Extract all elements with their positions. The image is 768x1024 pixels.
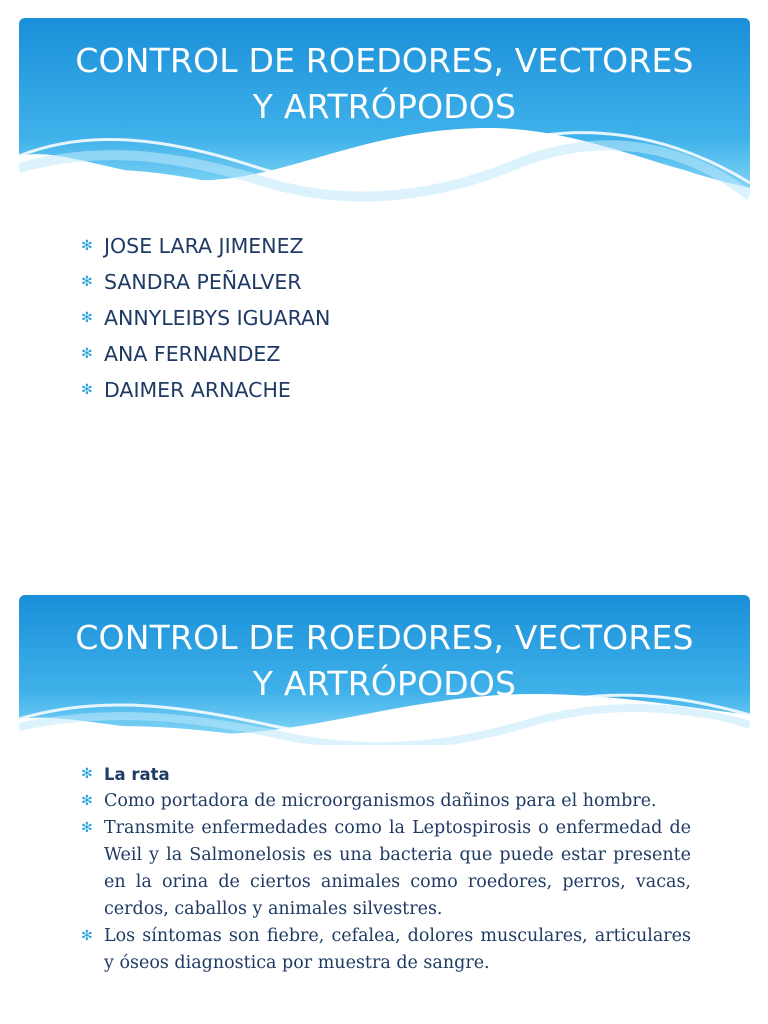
slide-1-title bbox=[19, 38, 750, 130]
list-item-text: ANA FERNANDEZ bbox=[104, 342, 281, 366]
list-item-text: Transmite enfermedades como la Leptospirosis o enfermedad de Weil y la Salmonelosis es una bacteria que puede estar presente en la orina de ciertos animales como roedores, perros, vacas, cerdos, caballos y animales silvestres. bbox=[104, 818, 691, 919]
list-item bbox=[81, 815, 691, 923]
asterisk-bullet-icon: ✻ bbox=[81, 382, 93, 398]
list-item-text: Los síntomas son fiebre, cefalea, dolores musculares, articulares y óseos diagnostica por muestra de sangre. bbox=[104, 926, 691, 973]
slide-1-header bbox=[19, 18, 750, 218]
slide-1-title-line-2: Y ARTRÓPODOS bbox=[252, 87, 517, 126]
authors-list bbox=[81, 228, 330, 408]
list-item bbox=[81, 372, 330, 408]
asterisk-bullet-icon: ✻ bbox=[81, 766, 93, 782]
list-item bbox=[81, 788, 691, 815]
list-item bbox=[81, 300, 330, 336]
list-item-text: SANDRA PEÑALVER bbox=[104, 270, 302, 294]
list-item-text: La rata bbox=[104, 765, 170, 784]
asterisk-bullet-icon: ✻ bbox=[81, 238, 93, 254]
list-item-text: JOSE LARA JIMENEZ bbox=[104, 234, 304, 258]
list-item bbox=[81, 264, 330, 300]
list-item-text: Como portadora de microorganismos dañinos para el hombre. bbox=[104, 791, 657, 811]
slide-2 bbox=[19, 595, 750, 1000]
list-item bbox=[81, 336, 330, 372]
slide-2-title-line-1: CONTROL DE ROEDORES, VECTORES bbox=[75, 618, 694, 657]
asterisk-bullet-icon: ✻ bbox=[81, 928, 93, 944]
content-list bbox=[81, 761, 691, 977]
slide-1 bbox=[19, 18, 750, 418]
list-item-text: DAIMER ARNACHE bbox=[104, 378, 291, 402]
asterisk-bullet-icon: ✻ bbox=[81, 793, 93, 809]
list-item-text: ANNYLEIBYS IGUARAN bbox=[104, 306, 331, 330]
slide-2-title bbox=[19, 615, 750, 707]
list-item bbox=[81, 923, 691, 977]
asterisk-bullet-icon: ✻ bbox=[81, 820, 93, 836]
asterisk-bullet-icon: ✻ bbox=[81, 274, 93, 290]
slide-2-header bbox=[19, 595, 750, 745]
list-item bbox=[81, 228, 330, 264]
slide-1-title-line-1: CONTROL DE ROEDORES, VECTORES bbox=[75, 41, 694, 80]
list-item bbox=[81, 761, 691, 788]
slide-2-title-line-2: Y ARTRÓPODOS bbox=[252, 664, 517, 703]
asterisk-bullet-icon: ✻ bbox=[81, 310, 93, 326]
asterisk-bullet-icon: ✻ bbox=[81, 346, 93, 362]
